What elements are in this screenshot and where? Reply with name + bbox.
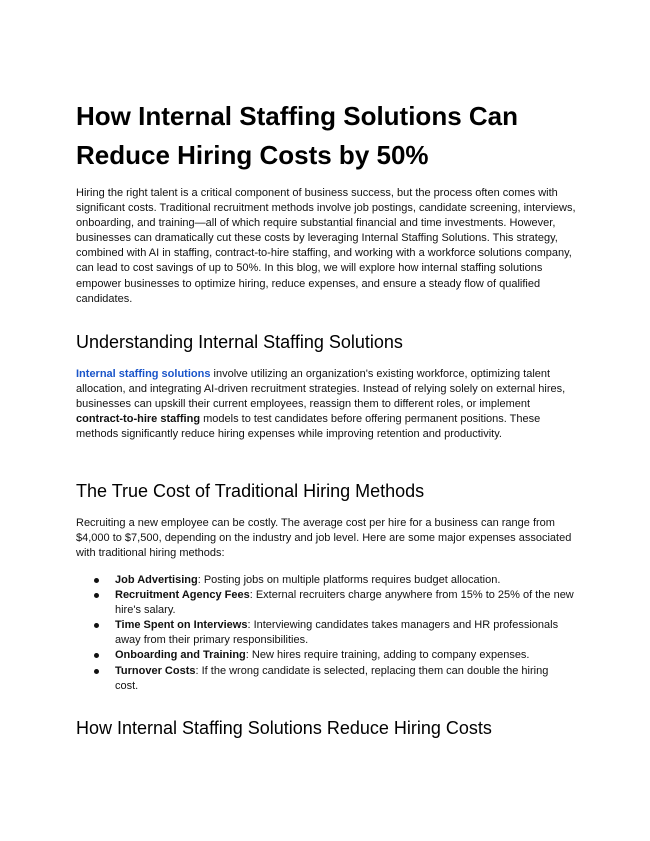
list-item	[94, 618, 574, 648]
bullet-icon	[94, 669, 99, 674]
list-item-term: Recruitment Agency Fees	[115, 589, 250, 602]
list-item	[94, 588, 574, 618]
list-item-text: : Interviewing candidates takes managers and HR professionals away from their primary responsibilities.	[115, 619, 559, 647]
list-item	[94, 573, 574, 588]
section-heading-understanding: Understanding Internal Staffing Solutions	[76, 332, 403, 352]
list-item-text: : External recruiters charge anywhere from 15% to 25% of the new hire's salary.	[115, 589, 574, 617]
section-heading-reduce-costs: How Internal Staffing Solutions Reduce Hiring Costs	[76, 718, 492, 738]
bullet-icon	[94, 593, 99, 598]
section-paragraph-understanding	[76, 367, 576, 442]
list-item-text: : If the wrong candidate is selected, replacing them can double the hiring cost.	[115, 664, 549, 692]
section-heading-true-cost: The True Cost of Traditional Hiring Methods	[76, 481, 425, 501]
page-title: How Internal Staffing Solutions Can Reduce Hiring Costs by 50%	[76, 101, 518, 170]
expenses-list	[94, 573, 574, 694]
internal-staffing-link[interactable]: Internal staffing solutions	[76, 368, 211, 380]
section-paragraph-true-cost: Recruiting a new employee can be costly. The average cost per hire for a business can range from $4,000 to $7,500, depending on the industry and job level. Here are some major expenses associated with traditional hiring methods:	[76, 517, 572, 560]
list-item-text: : Posting jobs on multiple platforms requires budget allocation.	[197, 574, 501, 586]
bullet-icon	[94, 623, 99, 628]
list-item	[94, 664, 574, 694]
bold-term: contract-to-hire staffing	[76, 413, 201, 426]
list-item-text: : New hires require training, adding to company expenses.	[245, 649, 530, 662]
list-item-term: Time Spent on Interviews	[115, 619, 248, 632]
paragraph-text: involve utilizing an organization's existing workforce, optimizing talent allocation, and integrating AI-driven recruitment strategies. Instead of relying solely on external hires, businesses can upskill their current employees, reassign them to different roles, or implement	[76, 368, 566, 411]
intro-paragraph: Hiring the right talent is a critical component of business success, but the process often comes with significant costs. Traditional recruitment methods involve job postings, candidate screening, interviews, onboarding, and training—all of which require substantial financial and time investments. However, businesses can dramatically cut these costs by leveraging Internal Staffing Solutions. This strategy, combined with AI in staffing, contract-to-hire staffing, and working with a workforce solutions company, can lead to cost savings of up to 50%. In this blog, we will explore how internal staffing solutions empower businesses to optimize hiring, reduce expenses, and ensure a steady flow of qualified candidates.	[76, 187, 576, 305]
bullet-icon	[94, 653, 99, 658]
list-item	[94, 648, 574, 663]
paragraph-text: models to test candidates before offering permanent positions. These methods significantly reduce hiring expenses while improving retention and productivity.	[76, 413, 541, 441]
list-item-term: Turnover Costs	[115, 664, 196, 677]
bullet-icon	[94, 578, 99, 583]
list-item-term: Job Advertising	[115, 574, 198, 586]
list-item-term: Onboarding and Training	[115, 649, 246, 662]
